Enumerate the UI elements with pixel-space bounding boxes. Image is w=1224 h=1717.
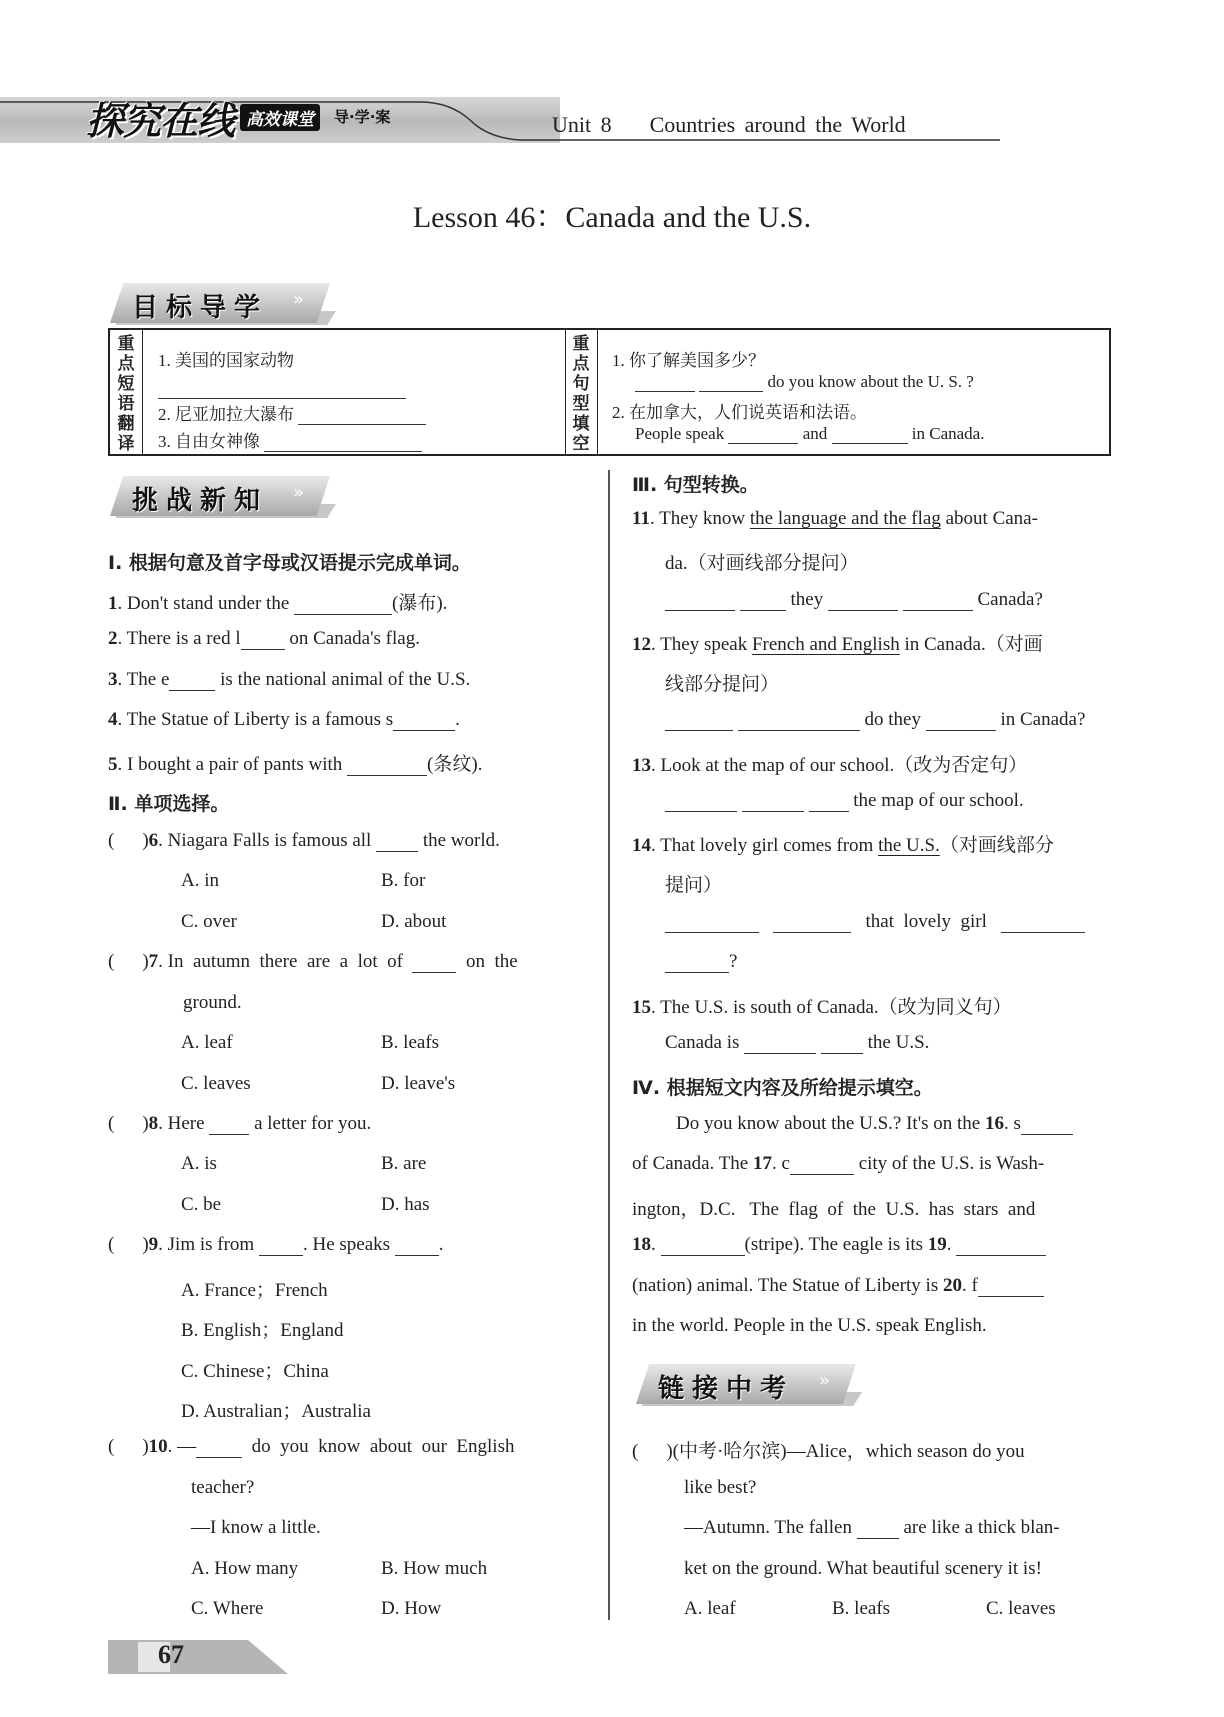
q7-blank[interactable] — [412, 954, 456, 973]
q14-cont: 提问） — [665, 875, 723, 896]
sentence-1-cn: 1. 你了解美国多少？ — [612, 351, 765, 370]
q17-blank[interactable] — [790, 1156, 854, 1175]
phrase-3: 3. 自由女神像 — [158, 427, 422, 452]
q11-blank-b[interactable] — [740, 592, 786, 611]
q10-option-b[interactable]: B. How much — [381, 1558, 488, 1579]
q10-option-a[interactable]: A. How many — [191, 1558, 299, 1579]
q6-blank[interactable] — [376, 833, 418, 852]
target-table — [108, 328, 1111, 456]
q6: ( )6. Niagara Falls is famous all the world. — [108, 830, 500, 851]
phrase-1: 1. 美国的国家动物 — [158, 351, 294, 370]
double-chevron-icon: » — [292, 289, 304, 310]
q7-option-d[interactable]: D. leave's — [381, 1073, 456, 1094]
q11-answer-line: they Canada? — [665, 589, 1043, 611]
q13-blank-b[interactable] — [742, 793, 804, 812]
q7: ( )7. In autumn there are a lot of on the — [108, 951, 518, 972]
q9-blank-a[interactable] — [259, 1237, 303, 1256]
section-challenge-title: 挑战新知 — [132, 486, 269, 516]
sentence-1-blank-a[interactable] — [635, 373, 695, 392]
q14-blank-b[interactable] — [773, 914, 851, 933]
q10-option-c[interactable]: C. Where — [191, 1598, 264, 1619]
link-q-line-1: ( )(中考·哈尔滨)—Alice，which season do you — [632, 1441, 1025, 1462]
q14-answer-line: that lovely girl — [665, 911, 1085, 933]
q9-option-a[interactable]: A. France；French — [181, 1280, 328, 1301]
q10-reply: —I know a little. — [191, 1517, 321, 1538]
link-q-line-4: ket on the ground. What beautiful scenery it is! — [684, 1558, 1042, 1579]
q14: 14. That lovely girl comes from the U.S.（对画线部分 — [632, 835, 1054, 856]
q14-blank-d[interactable] — [665, 954, 729, 973]
part1-heading: Ⅰ. 根据句意及首字母或汉语提示完成单词。 — [108, 552, 471, 574]
q12-blank-c[interactable] — [926, 712, 996, 731]
q7-option-b[interactable]: B. leafs — [381, 1032, 440, 1053]
q9-blank-b[interactable] — [395, 1237, 439, 1256]
q3: 3. The e is the national animal of the U.S. — [108, 669, 471, 690]
q6-option-c[interactable]: C. over — [181, 911, 237, 932]
lesson-title: Lesson 46：Canada and the U.S. — [412, 201, 812, 234]
q13-answer-line: the map of our school. — [665, 790, 1024, 812]
q12: 12. They speak French and English in Canada.（对画 — [632, 634, 1043, 655]
q10-blank[interactable] — [196, 1439, 242, 1458]
q9-option-d[interactable]: D. Australian；Australia — [181, 1401, 371, 1422]
sentence-2-en: People speak and in Canada. — [635, 424, 985, 443]
q8-answer[interactable] — [114, 1117, 142, 1135]
q11-blank-d[interactable] — [903, 592, 973, 611]
link-q-line-3: —Autumn. The fallen are like a thick blan- — [684, 1517, 1060, 1538]
q12-answer-line: do they in Canada? — [665, 709, 1085, 731]
q8-blank[interactable] — [209, 1116, 249, 1135]
q5-blank[interactable] — [347, 757, 427, 776]
link-q-option-b[interactable]: B. leafs — [832, 1598, 891, 1619]
q15-blank-a[interactable] — [744, 1035, 816, 1054]
phrase-1-blank[interactable] — [158, 380, 406, 399]
phrase-2-blank[interactable] — [298, 406, 426, 425]
phrase-3-blank[interactable] — [264, 433, 422, 452]
section-challenge-banner — [110, 476, 330, 516]
q13-blank-a[interactable] — [665, 793, 737, 812]
sentence-2-blank-b[interactable] — [832, 425, 908, 444]
q10-option-d[interactable]: D. How — [381, 1598, 442, 1619]
link-q-answer[interactable] — [638, 1445, 666, 1463]
q8-option-a[interactable]: A. is — [181, 1153, 217, 1174]
q9: ( )9. Jim is from . He speaks . — [108, 1234, 444, 1255]
page-number-tab — [108, 1640, 288, 1674]
section-link-banner — [636, 1364, 856, 1404]
q8: ( )8. Here a letter for you. — [108, 1113, 372, 1134]
brand-logo: 探究在线 — [86, 99, 235, 143]
q14-blank-a[interactable] — [665, 914, 759, 933]
q14-blank-c[interactable] — [1001, 914, 1085, 933]
q9-option-b[interactable]: B. English；England — [181, 1320, 344, 1341]
q6-option-a[interactable]: A. in — [181, 870, 219, 891]
section-link-title: 链接中考 — [658, 1374, 795, 1404]
unit-title: Unit 8 Countries around the World — [552, 112, 906, 137]
q2-blank[interactable] — [241, 631, 285, 650]
q3-blank[interactable] — [169, 672, 215, 691]
q10-stem-cont: teacher? — [191, 1477, 255, 1498]
q15-answer-line: Canada is the U.S. — [665, 1032, 930, 1053]
brand-sub-logo: 高效课堂 — [240, 104, 320, 131]
q16-blank[interactable] — [1021, 1116, 1073, 1135]
q7-answer[interactable] — [114, 955, 142, 973]
sentence-1-en: do you know about the U. S. ? — [635, 372, 974, 392]
q1: 1. Don't stand under the (瀑布). — [108, 593, 448, 614]
passage-line-3: ington，D.C. The flag of the U.S. has stars and — [632, 1199, 1036, 1220]
q6-option-d[interactable]: D. about — [381, 911, 447, 932]
q10: ( )10. — do you know about our English — [108, 1436, 515, 1457]
double-chevron-icon: » — [292, 482, 304, 503]
q9-answer[interactable] — [114, 1238, 142, 1256]
passage-line-6: in the world. People in the U.S. speak English. — [632, 1315, 987, 1336]
part3-heading: Ⅲ. 句型转换。 — [632, 474, 759, 496]
passage-line-2: of Canada. The 17. c city of the U.S. is Wash- — [632, 1153, 1045, 1174]
q14-answer-line-2: ? — [665, 951, 737, 973]
sentence-2-cn: 2. 在加拿大，人们说英语和法语。 — [612, 403, 867, 422]
part4-heading: Ⅳ. 根据短文内容及所给提示填空。 — [632, 1077, 933, 1099]
q11: 11. They know the language and the flag about Cana- — [632, 508, 1038, 529]
q7-option-c[interactable]: C. leaves — [181, 1073, 251, 1094]
q12-cont: 线部分提问） — [665, 674, 780, 695]
passage-line-4: 18. (stripe). The eagle is its 19. — [632, 1234, 1046, 1256]
section-goal-title: 目标导学 — [132, 293, 269, 323]
brand-sub-logo-2: 导·学·案 — [334, 108, 391, 126]
q4-blank[interactable] — [393, 712, 455, 731]
q7-option-a[interactable]: A. leaf — [181, 1032, 233, 1053]
target-right-label: 重点句型填空 — [572, 334, 590, 454]
q15-blank-b[interactable] — [821, 1035, 863, 1054]
link-q-option-c[interactable]: C. leaves — [986, 1598, 1056, 1619]
part2-heading: Ⅱ. 单项选择。 — [108, 793, 230, 815]
q8-option-b[interactable]: B. are — [381, 1153, 427, 1174]
section-goal-banner — [110, 283, 330, 323]
q13: 13. Look at the map of our school.（改为否定句） — [632, 755, 1028, 776]
q11-blank-a[interactable] — [665, 592, 735, 611]
q11-cont: da.（对画线部分提问） — [665, 553, 859, 574]
target-left-label: 重点短语翻译 — [117, 334, 135, 454]
q15: 15. The U.S. is south of Canada.（改为同义句） — [632, 997, 1012, 1018]
q12-blank-b[interactable] — [738, 712, 860, 731]
q18-blank[interactable] — [661, 1237, 745, 1256]
passage-line-1: Do you know about the U.S.? It's on the 16. s — [676, 1113, 1073, 1135]
link-q-line-2: like best? — [684, 1477, 757, 1498]
sentence-2-blank-a[interactable] — [728, 425, 798, 444]
q20-blank[interactable] — [978, 1278, 1044, 1297]
q8-option-d[interactable]: D. has — [381, 1194, 430, 1215]
q6-option-b[interactable]: B. for — [381, 870, 426, 891]
passage-line-5: (nation) animal. The Statue of Liberty is 20. f — [632, 1275, 1044, 1297]
q13-blank-c[interactable] — [809, 793, 849, 812]
q8-option-c[interactable]: C. be — [181, 1194, 222, 1215]
q7-stem-cont: ground. — [183, 992, 242, 1013]
double-chevron-icon: » — [818, 1370, 830, 1391]
q4: 4. The Statue of Liberty is a famous s . — [108, 709, 460, 730]
q5: 5. I bought a pair of pants with (条纹). — [108, 754, 483, 775]
q9-option-c[interactable]: C. Chinese；China — [181, 1361, 329, 1382]
link-q-option-a[interactable]: A. leaf — [684, 1598, 736, 1619]
q12-blank-a[interactable] — [665, 712, 733, 731]
link-q-blank[interactable] — [857, 1520, 899, 1539]
q11-blank-c[interactable] — [828, 592, 898, 611]
page-number: 67 — [158, 1640, 184, 1669]
q1-blank[interactable] — [294, 596, 392, 615]
phrase-2: 2. 尼亚加拉大瀑布 — [158, 400, 426, 425]
q2: 2. There is a red l on Canada's flag. — [108, 628, 420, 649]
column-divider — [608, 470, 610, 1620]
sentence-1-blank-b[interactable] — [699, 373, 763, 392]
q6-answer[interactable] — [114, 834, 142, 852]
q19-blank[interactable] — [956, 1237, 1046, 1256]
q10-answer[interactable] — [114, 1440, 142, 1458]
